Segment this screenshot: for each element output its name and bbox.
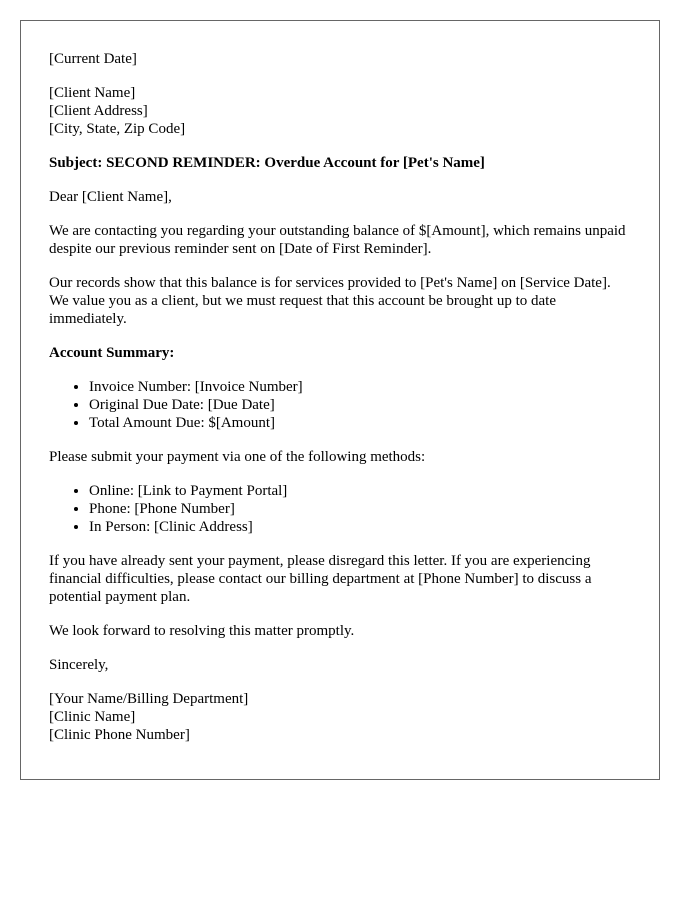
salutation: Dear [Client Name], [49, 189, 172, 205]
signature-clinic: [Clinic Name] [49, 709, 136, 725]
list-item-total-amount: • Total Amount Due: $[Amount] [89, 414, 631, 432]
list-item-phone: • Phone: [Phone Number] [89, 500, 631, 518]
payment-methods-list [49, 482, 631, 536]
signature-block [49, 690, 631, 744]
current-date: [Current Date] [49, 51, 137, 67]
recipient-address-block [49, 84, 631, 138]
letter-date [49, 50, 631, 68]
signature-name: [Your Name/Billing Department] [49, 691, 249, 707]
client-address: [Client Address] [49, 103, 148, 119]
list-item-invoice-number: • Invoice Number: [Invoice Number] [89, 378, 631, 396]
letter-subject: Subject: SECOND REMINDER: Overdue Account for [Pet's Name] [49, 155, 485, 171]
closing: Sincerely, [49, 657, 109, 673]
payment-intro: Please submit your payment via one of the following methods: [49, 449, 426, 465]
letter-page [20, 20, 660, 780]
signature-phone: [Clinic Phone Number] [49, 727, 190, 743]
paragraph-outstanding-balance: We are contacting you regarding your outstanding balance of $[Amount], which remains unpaid despite our previous reminder sent on [Date of First Reminder]. [49, 223, 626, 257]
paragraph-services: Our records show that this balance is for services provided to [Pet's Name] on [Service Date]. We value you as a client, but we must request that this account be brought up to date immediately. [49, 275, 611, 327]
list-item-due-date: • Original Due Date: [Due Date] [89, 396, 631, 414]
client-name: [Client Name] [49, 85, 136, 101]
paragraph-look-forward: We look forward to resolving this matter promptly. [49, 623, 355, 639]
account-summary-heading: Account Summary: [49, 345, 175, 361]
list-item-in-person: • In Person: [Clinic Address] [89, 518, 631, 536]
paragraph-disregard: If you have already sent your payment, please disregard this letter. If you are experiencing financial difficulties, please contact our billing department at [Phone Number] to discuss a potential payment plan. [49, 553, 592, 605]
account-summary-list [49, 378, 631, 432]
list-item-online: • Online: [Link to Payment Portal] [89, 482, 631, 500]
client-city-state-zip: [City, State, Zip Code] [49, 121, 186, 137]
